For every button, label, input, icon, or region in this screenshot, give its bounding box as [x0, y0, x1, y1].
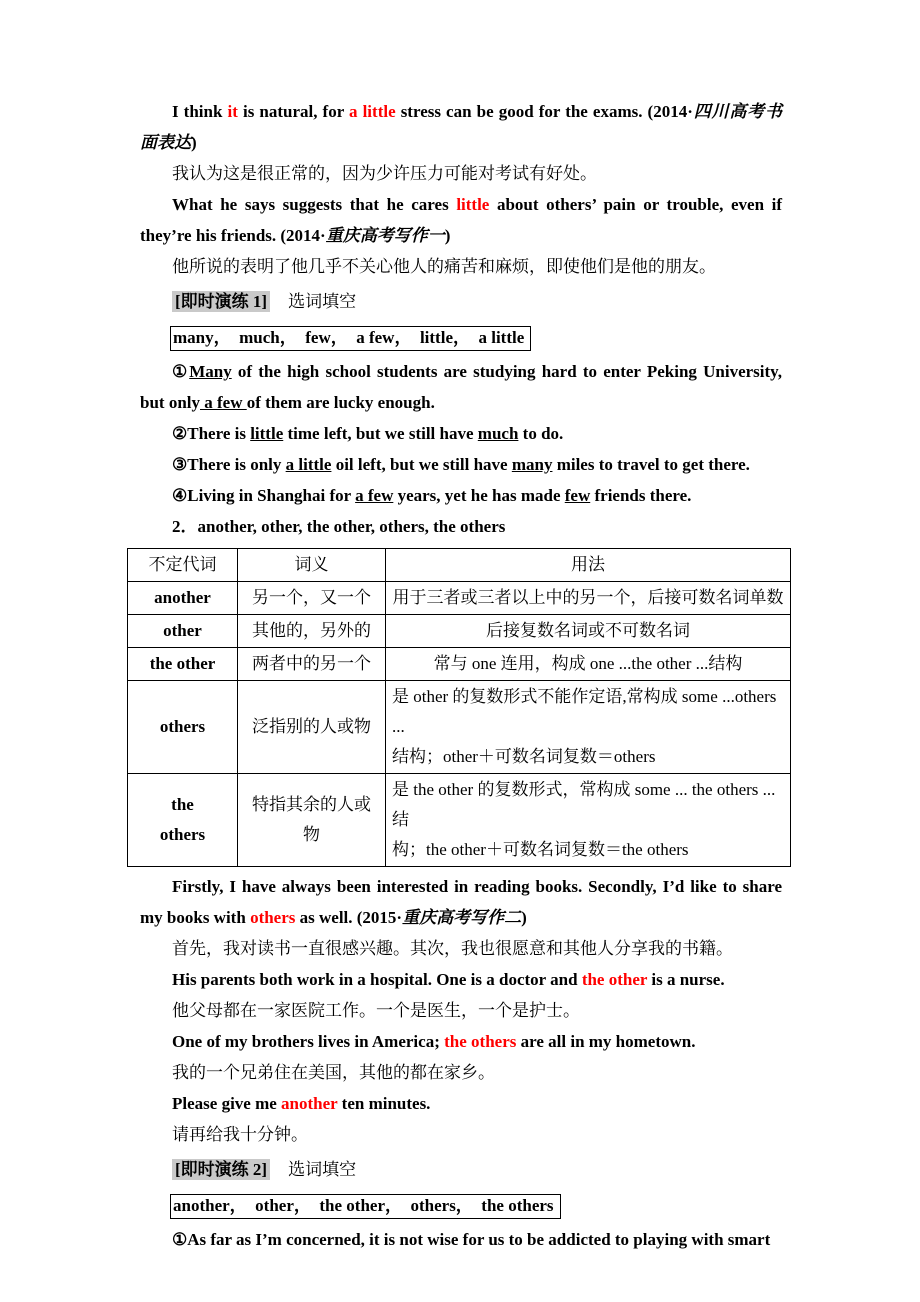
table-row — [128, 582, 791, 615]
word-bank-wrap — [170, 326, 782, 351]
highlighted-word: a little — [349, 102, 396, 121]
table-cell-usage: 用于三者或三者以上中的另一个，后接可数名词单数 — [386, 582, 791, 615]
text-segment: are all in my hometown. — [516, 1032, 696, 1051]
paragraph-english — [140, 480, 782, 511]
paragraph-english — [140, 1026, 782, 1057]
answer-blank: a little — [285, 455, 332, 474]
word-bank-box: another， other， the other， others， the others — [170, 1194, 561, 1219]
paragraph-chinese — [140, 995, 782, 1026]
word-bank-wrap — [170, 1194, 782, 1219]
table-header-cell: 词义 — [238, 549, 386, 582]
text-segment: as well. (2015· — [295, 908, 403, 927]
paragraph-chinese — [140, 1057, 782, 1088]
text-segment: miles to travel to get there. — [552, 455, 750, 474]
highlighted-word: little — [456, 195, 490, 214]
text-segment: ) — [444, 226, 451, 245]
text-segment: stress can be good for the exams. (2014· — [395, 102, 693, 121]
highlighted-word: the other — [581, 970, 648, 989]
text-segment: ②There is — [172, 424, 251, 443]
paragraph-chinese — [140, 1119, 782, 1150]
grammar-table — [127, 548, 791, 867]
text-segment: 请再给我十分钟。 — [172, 1125, 308, 1144]
exam-source-label: 重庆高考写作一 — [325, 226, 445, 245]
highlighted-word: it — [227, 102, 238, 121]
text-segment: years, yet he has made — [393, 486, 565, 505]
text-segment: 我的一个兄弟住在美国，其他的都在家乡。 — [172, 1063, 495, 1082]
exam-source-label: 重庆高考写作二 — [402, 908, 522, 927]
table-cell-pronoun: the other — [128, 648, 238, 681]
exercise-title: 选词填空 — [288, 1160, 357, 1179]
text-segment: His parents both work in a hospital. One is a doctor and — [172, 970, 582, 989]
text-segment: of the high school students are studying hard to enter Peking University, but only — [140, 362, 782, 412]
table-cell-meaning: 泛指别的人或物 — [238, 681, 386, 774]
paragraph-chinese — [140, 933, 782, 964]
table-cell-usage: 后接复数名词或不可数名词 — [386, 615, 791, 648]
text-segment: is natural, for — [237, 102, 350, 121]
text-segment: oil left, but we still have — [331, 455, 512, 474]
paragraph-english — [140, 871, 782, 933]
text-segment: about others’ pain or trouble, even if they’re his friends. (2014· — [140, 195, 783, 245]
paragraph-english — [140, 189, 782, 251]
text-segment: 他所说的表明了他几乎不关心他人的痛苦和麻烦，即使他们是他的朋友。 — [172, 257, 716, 276]
text-segment: ten minutes. — [337, 1094, 431, 1113]
answer-blank: little — [250, 424, 284, 443]
paragraph-english — [140, 449, 782, 480]
paragraph-english — [140, 356, 782, 418]
table-cell-usage: 是 other 的复数形式不能作定语,常构成 some ...others ... 结构；other＋可数名词复数＝others — [386, 681, 791, 774]
answer-blank: Many — [189, 362, 232, 381]
document-content — [140, 96, 782, 1255]
text-segment: ①As far as I’m concerned, it is not wise for us to be addicted to playing with smart — [172, 1230, 771, 1249]
answer-blank: a few — [355, 486, 394, 505]
table-row — [128, 615, 791, 648]
text-segment: What he says suggests that he cares — [172, 195, 457, 214]
answer-blank: many — [511, 455, 553, 474]
table-row — [128, 648, 791, 681]
highlighted-word: others — [250, 908, 296, 927]
table-header-cell: 不定代词 — [128, 549, 238, 582]
text-segment: ③There is only — [172, 455, 286, 474]
word-bank-box: many， much， few， a few， little， a little — [170, 326, 531, 351]
text-segment: ) — [521, 908, 527, 927]
exercise-header — [140, 1154, 782, 1185]
highlighted-word: the others — [444, 1032, 517, 1051]
text-segment: to do. — [518, 424, 564, 443]
exercise-title: 选词填空 — [288, 292, 357, 311]
text-segment: time left, but we still have — [283, 424, 478, 443]
table-row — [128, 774, 791, 867]
table-cell-usage: 常与 one 连用，构成 one ...the other ...结构 — [386, 648, 791, 681]
text-segment: friends there. — [590, 486, 692, 505]
paragraph-chinese — [140, 158, 782, 189]
text-segment: Firstly, I have always been interested in reading books. Secondly, I’d like to share my books with — [140, 877, 782, 927]
table-cell-pronoun: other — [128, 615, 238, 648]
highlighted-word: another — [281, 1094, 338, 1113]
section-heading: 2．another, other, the other, others, the others — [172, 517, 506, 536]
paragraph-english — [140, 1224, 782, 1255]
text-segment: 首先，我对读书一直很感兴趣。其次，我也很愿意和其他人分享我的书籍。 — [172, 939, 733, 958]
text-segment: Please give me — [172, 1094, 282, 1113]
answer-blank: a few — [200, 393, 247, 412]
exercise-header — [140, 286, 782, 317]
table-cell-meaning: 另一个，又一个 — [238, 582, 386, 615]
table-cell-pronoun: the others — [128, 774, 238, 867]
table-cell-pronoun: others — [128, 681, 238, 774]
text-segment: 我认为这是很正常的，因为少许压力可能对考试有好处。 — [172, 164, 597, 183]
exercise-badge: [即时演练 2] — [172, 1159, 270, 1180]
paragraph-english — [140, 1088, 782, 1119]
table-cell-meaning: 其他的，另外的 — [238, 615, 386, 648]
text-segment: ) — [191, 133, 197, 152]
table-cell-usage: 是 the other 的复数形式，常构成 some ... the others ...结 构；the other＋可数名词复数＝the others — [386, 774, 791, 867]
table-cell-pronoun: another — [128, 582, 238, 615]
text-segment: I think — [172, 102, 228, 121]
text-segment: is a nurse. — [647, 970, 725, 989]
answer-blank: much — [477, 424, 519, 443]
exam-source-label: 四川高考书面表达 — [140, 102, 783, 152]
table-header-row — [128, 549, 791, 582]
table-cell-meaning: 两者中的另一个 — [238, 648, 386, 681]
exercise-badge: [即时演练 1] — [172, 291, 270, 312]
table-header-cell: 用法 — [386, 549, 791, 582]
paragraph-english — [140, 418, 782, 449]
text-segment: of them are lucky enough. — [246, 393, 435, 412]
text-segment: ④Living in Shanghai for — [172, 486, 356, 505]
text-segment: ① — [172, 362, 190, 381]
text-segment: 他父母都在一家医院工作。一个是医生，一个是护士。 — [172, 1001, 580, 1020]
paragraph-chinese — [140, 251, 782, 282]
paragraph-english — [140, 96, 782, 158]
table-row — [128, 681, 791, 774]
answer-blank: few — [564, 486, 591, 505]
text-segment: One of my brothers lives in America; — [172, 1032, 445, 1051]
table-cell-meaning: 特指其余的人或 物 — [238, 774, 386, 867]
paragraph-english — [140, 964, 782, 995]
